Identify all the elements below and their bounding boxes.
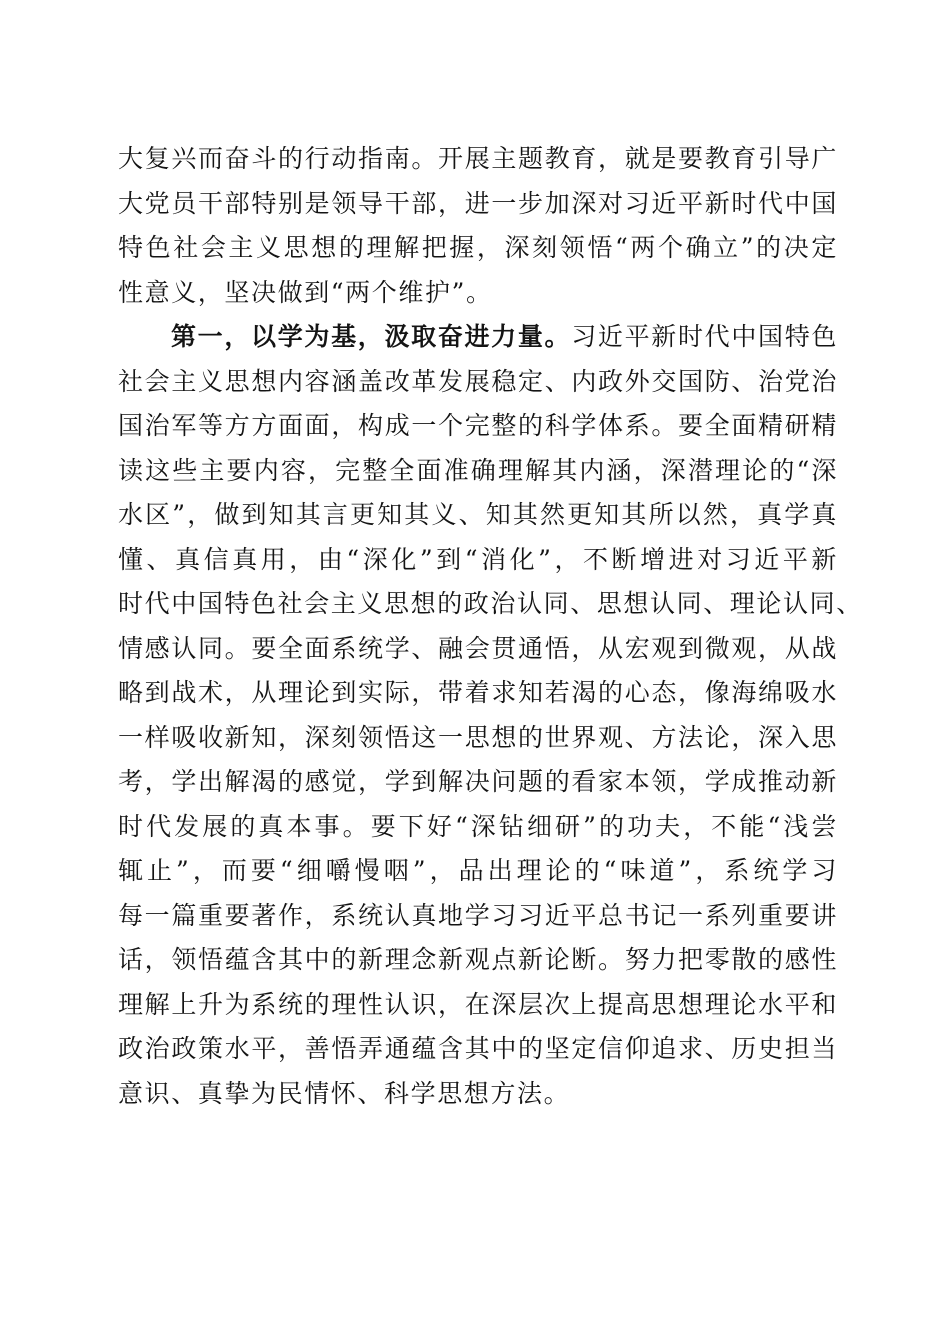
paragraph-line: 性意义，坚决做到“两个维护”。 <box>118 277 493 307</box>
section-heading: 第一，以学为基，汲取奋进力量。 <box>171 322 572 351</box>
paragraph-line: 特色社会主义思想的理解把握，深刻领悟“两个确立”的决定 <box>118 233 838 262</box>
paragraph-line: 时代中国特色社会主义思想的政治认同、思想认同、理论认同、 <box>118 589 863 618</box>
paragraph-line: 情感认同。要全面系统学、融会贯通悟，从宏观到微观，从战 <box>118 633 838 663</box>
paragraph-line: 考，学出解渴的感觉，学到解决问题的看家本领，学成推动新 <box>118 767 838 796</box>
paragraph-line: 读这些主要内容，完整全面准确理解其内涵，深潜理论的“深 <box>118 455 838 485</box>
paragraph-line: 理解上升为系统的理性认识，在深层次上提高思想理论水平和 <box>118 989 838 1019</box>
paragraph-line: 大党员干部特别是领导干部，进一步加深对习近平新时代中国 <box>118 188 838 218</box>
paragraph-line: 时代发展的真本事。要下好“深钻细研”的功夫，不能“浅尝 <box>118 811 838 841</box>
paragraph-line: 话，领悟蕴含其中的新理念新观点新论断。努力把零散的感性 <box>118 945 838 974</box>
paragraph-line: 每一篇重要著作，系统认真地学习习近平总书记一系列重要讲 <box>118 900 838 930</box>
paragraph-line: 一样吸收新知，深刻领悟这一思想的世界观、方法论，深入思 <box>118 722 838 752</box>
paragraph-1 <box>118 137 838 315</box>
paragraph-line: 懂、真信真用，由“深化”到“消化”，不断增进对习近平新 <box>118 544 838 574</box>
paragraph-line: 大复兴而奋斗的行动指南。开展主题教育，就是要教育引导广 <box>118 144 838 173</box>
paragraph-line: 略到战术，从理论到实际，带着求知若渴的心态，像海绵吸水 <box>118 678 838 707</box>
paragraph-line: 政治政策水平，善悟弄通蕴含其中的坚定信仰追求、历史担当 <box>118 1034 838 1063</box>
paragraph-line: 水区”，做到知其言更知其义、知其然更知其所以然，真学真 <box>118 500 838 529</box>
paragraph-line: 意识、真挚为民情怀、科学思想方法。 <box>118 1078 571 1108</box>
paragraph-first-line <box>118 315 838 360</box>
paragraph-line: 辄止”，而要“细嚼慢咽”，品出理论的“味道”，系统学习 <box>118 856 838 885</box>
paragraph-2 <box>118 315 863 1116</box>
document-body <box>118 137 863 1116</box>
paragraph-line: 社会主义思想内容涵盖改革发展稳定、内政外交国防、治党治 <box>118 366 838 396</box>
paragraph-line-text: 习近平新时代中国特色 <box>571 322 838 351</box>
paragraph-line: 国治军等方方面面，构成一个完整的科学体系。要全面精研精 <box>118 411 838 440</box>
